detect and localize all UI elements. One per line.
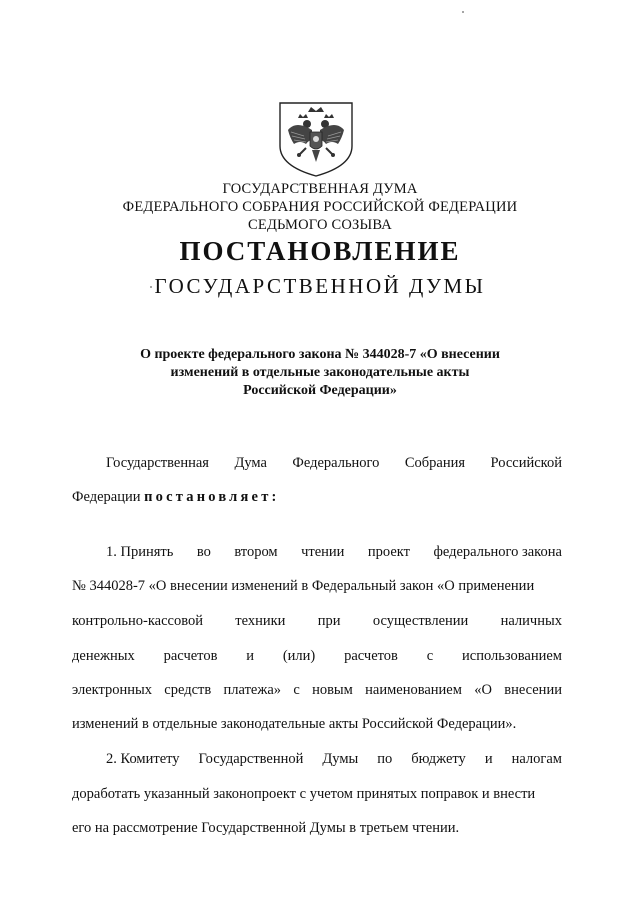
- item1-word: средств: [164, 682, 212, 698]
- item1-line-3: [72, 613, 562, 630]
- item1-word: наименованием: [365, 682, 462, 698]
- header-line-1: ГОСУДАРСТВЕННАЯ ДУМА: [222, 181, 418, 197]
- header-line-2: ФЕДЕРАЛЬНОГО СОБРАНИЯ РОССИЙСКОЙ ФЕДЕРАЦИИ: [122, 199, 518, 215]
- item1-word: платежа»: [223, 682, 282, 698]
- item1-word: использованием: [462, 648, 562, 664]
- preamble-word: Государственная: [106, 455, 209, 471]
- item1-line-6: изменений в отдельные законодательные акты Российской Федерации».: [72, 716, 517, 732]
- subject-line-2: изменений в отдельные законодательные акты: [170, 365, 470, 380]
- preamble-word: Собрания: [404, 455, 466, 471]
- item2-word: Государственной: [198, 751, 304, 767]
- item1-word: расчетов: [344, 648, 398, 664]
- item2-word: налогам: [511, 751, 562, 767]
- item1-word: контрольно-кассовой: [72, 613, 203, 629]
- item1-word: втором: [234, 544, 278, 560]
- item2-word: по: [377, 751, 393, 767]
- item1-word: при: [317, 613, 341, 629]
- scan-speck: [150, 286, 152, 288]
- item1-word: чтении: [301, 544, 345, 560]
- item1-word: и: [246, 648, 255, 664]
- item1-word: техники: [235, 613, 286, 629]
- item1-word: внесении: [504, 682, 562, 698]
- item1-word: (или): [282, 648, 316, 664]
- preamble-line-1: [106, 455, 562, 472]
- item1-line-5: [72, 682, 562, 699]
- item1-word: проект: [367, 544, 410, 560]
- item2-word: Думы: [322, 751, 359, 767]
- item2-word: и: [484, 751, 493, 767]
- item2-line-3: его на рассмотрение Государственной Думы в третьем чтении.: [72, 820, 460, 836]
- subject-line-3: Российской Федерации»: [243, 383, 397, 398]
- preamble-line-2: [72, 489, 562, 506]
- coat-of-arms-emblem: [276, 100, 356, 178]
- subject-line-1: О проекте федерального закона № 344028-7 «О внесении: [140, 347, 500, 362]
- postanovlyaet-word: постановляет:: [144, 489, 280, 505]
- item1-word: во: [196, 544, 211, 560]
- item1-line-2: № 344028-7 «О внесении изменений в Федеральный закон «О применении: [72, 578, 535, 594]
- item2-word: 2. Комитету: [106, 751, 180, 767]
- preamble-federation: Федерации: [72, 489, 145, 505]
- document-title: ПОСТАНОВЛЕНИЕ: [179, 236, 461, 266]
- item1-word: денежных: [72, 648, 135, 664]
- item1-word: с: [293, 682, 300, 698]
- item1-word: с: [426, 648, 434, 664]
- item1-word: 1. Принять: [106, 544, 174, 560]
- item1-word: новым: [312, 682, 353, 698]
- item2-line-1: [106, 751, 562, 768]
- preamble-word: Федерального: [292, 455, 380, 471]
- header-line-3: СЕДЬМОГО СОЗЫВА: [248, 217, 392, 233]
- item1-word: расчетов: [163, 648, 218, 664]
- document-subtitle: ГОСУДАРСТВЕННОЙ ДУМЫ: [154, 274, 486, 298]
- preamble-word: Российской: [490, 455, 562, 471]
- item1-line-4: [72, 648, 562, 665]
- item1-word: осуществлении: [372, 613, 469, 629]
- scan-speck: [462, 11, 464, 13]
- item1-word: наличных: [500, 613, 562, 629]
- item2-line-2: доработать указанный законопроект с учетом принятых поправок и внести: [72, 786, 536, 802]
- item2-word: бюджету: [411, 751, 466, 767]
- item1-word: «О: [474, 682, 492, 698]
- item1-line-1: [106, 544, 562, 561]
- item1-word: федерального закона: [433, 544, 562, 560]
- item1-word: электронных: [72, 682, 153, 698]
- preamble-word: Дума: [234, 455, 267, 471]
